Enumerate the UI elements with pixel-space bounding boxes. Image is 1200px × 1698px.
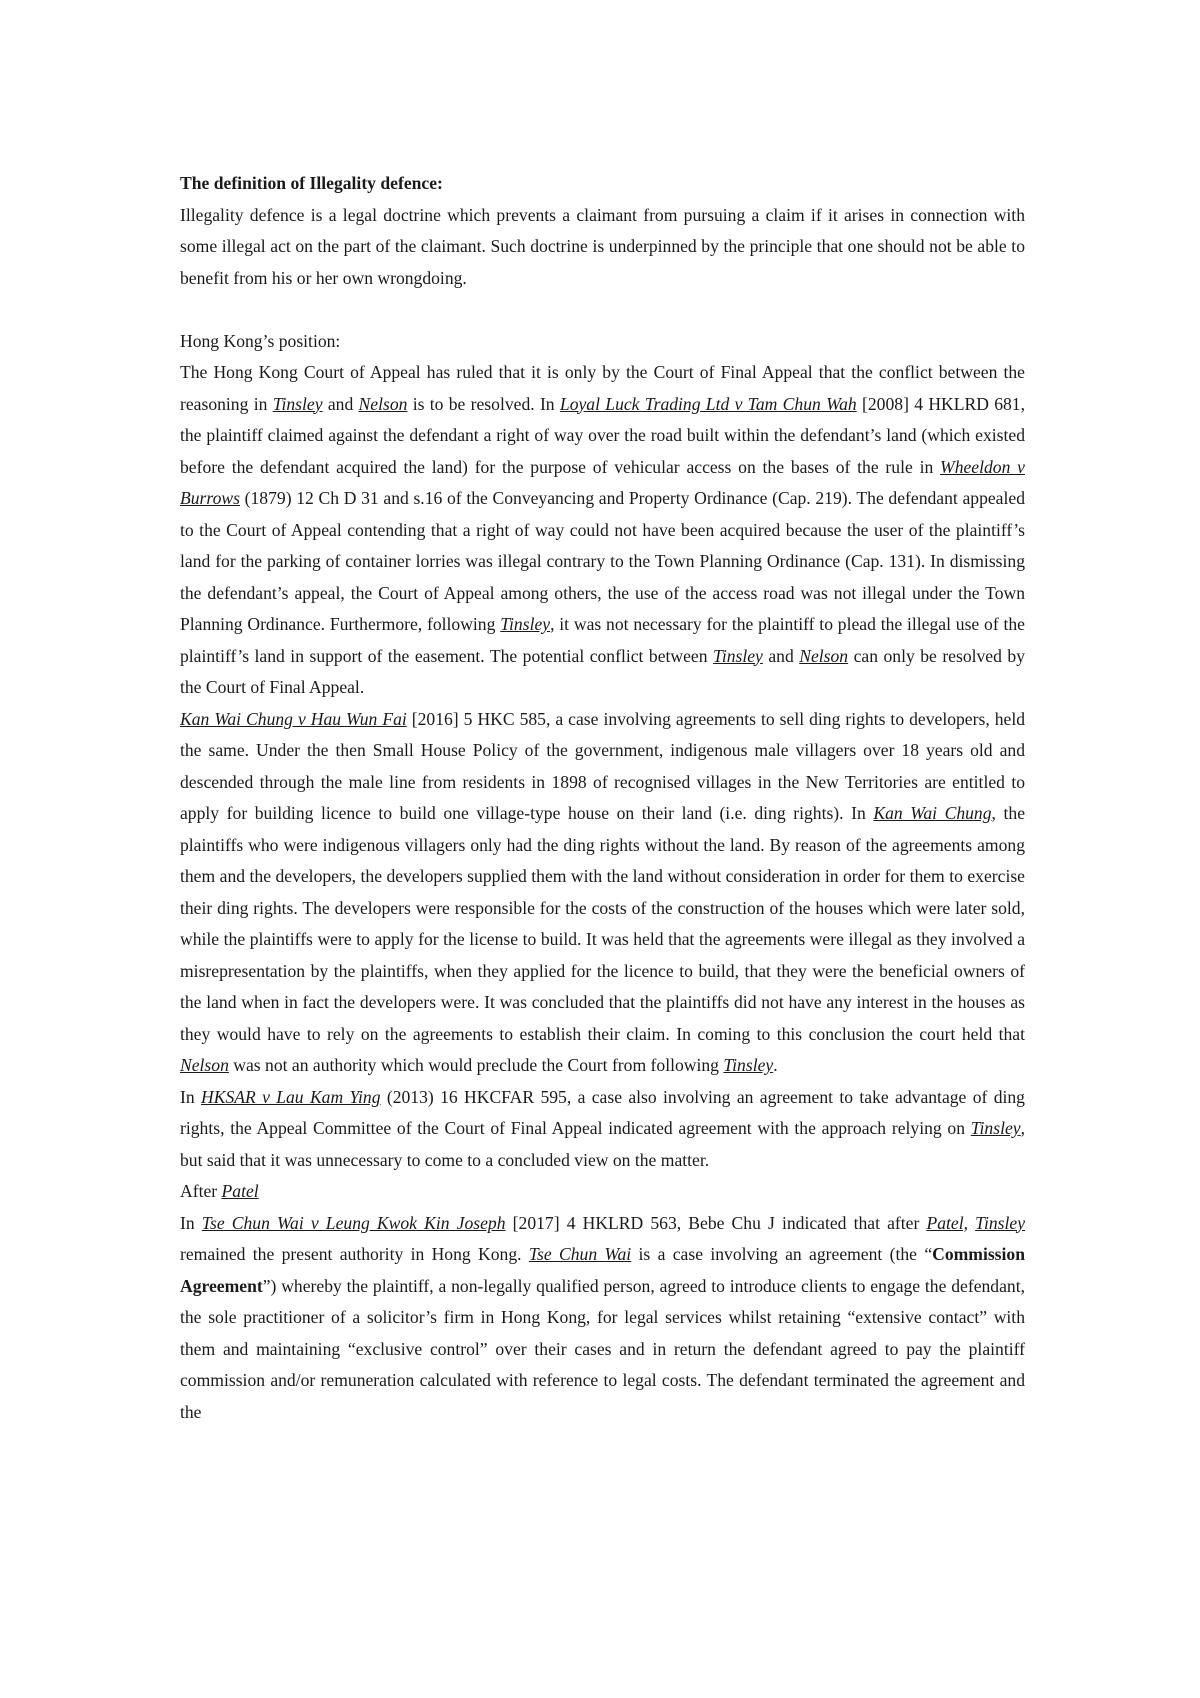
paragraph-kan-wai-chung [180, 704, 1025, 1082]
case-name: Tinsley [970, 1118, 1021, 1138]
paragraph-hksar-v-lau [180, 1082, 1025, 1177]
subheading-after-patel [180, 1176, 1025, 1208]
text-run: . [773, 1055, 778, 1075]
case-name: Tinsley [272, 393, 323, 414]
text-run: The Hong Kong Court of Appeal has ruled that it is only by the Court of Final Appeal that the conflict between the reasoning in [180, 362, 1025, 414]
text-run: (2013) 16 HKCFAR 595, a case also involving an agreement to take advantage of ding rights, the Appeal Committee of the Court of Final Appeal indicated agreement with the approach relying on [180, 1086, 1025, 1138]
case-name: Nelson [799, 645, 849, 666]
document-page [180, 168, 1025, 1428]
case-name: Wheeldon v Burrows [180, 456, 1025, 508]
case-name: Nelson [358, 393, 408, 414]
text-run: , it was not necessary for the plaintiff to plead the illegal use of the plaintiff’s land in support of the easement. The potential conflict between [180, 614, 1025, 666]
case-name: Nelson [180, 1055, 229, 1075]
text-run: is a case involving an agreement (the “ [631, 1244, 933, 1264]
text-run: ”) whereby the plaintiff, a non-legally qualified person, agreed to introduce clients to engage the defendant, the sole practitioner of a solicitor’s firm in Hong Kong, for legal services whilst retaining “extensive contact” with them and maintaining “exclusive control” over their cases and in return the defendant agreed to pay the plaintiff commission and/or remuneration calculated with reference to legal costs. The defendant terminated the agreement and the [180, 1275, 1025, 1422]
case-name: Tse Chun Wai v Leung Kwok Kin Joseph [201, 1212, 506, 1233]
text-run: , the plaintiffs who were indigenous villagers only had the ding rights without the land. By reason of the agreements among them and the developers, the developers supplied them with the land without consideration in order for them to exercise their ding rights. The developers were responsible for the costs of the construction of the houses which were later sold, while the plaintiffs were to apply for the license to build. It was held that the agreements were illegal as they involved a misrepresentation by the plaintiffs, when they applied for the licence to build, that they were the beneficial owners of the land when in fact the developers were. It was concluded that the plaintiffs did not have any interest in the houses as they would have to rely on the agreements to establish their claim. In coming to this conclusion the court held that [180, 803, 1026, 1044]
case-name: Tinsley [975, 1212, 1026, 1233]
text-run: can only be resolved by the Court of Final Appeal. [180, 645, 1025, 697]
text-run: and [762, 645, 800, 666]
text-run: , but said that it was unnecessary to come to a concluded view on the matter. [180, 1118, 1025, 1170]
blank-line [180, 294, 1025, 326]
case-name: Tinsley [500, 614, 551, 634]
case-name: Patel [221, 1181, 259, 1201]
text-run: After [180, 1181, 222, 1201]
text-run: was not an authority which would preclude the Court from following [228, 1055, 724, 1075]
text-run: In [180, 1086, 201, 1107]
paragraph-tse-chun-wai [180, 1208, 1025, 1429]
text-run: [2016] 5 HKC 585, a case involving agreements to sell ding rights to developers, held the same. Under the then Small House Policy of the government, indigenous male villagers over 18 years old and descended through the male line from residents in 1898 of recognised villages in the New Territories are entitled to apply for building licence to build one village-type house on their land (i.e. ding rights). In [180, 708, 1025, 823]
subheading-hong-kong-position: Hong Kong’s position: [180, 330, 341, 351]
case-name: Tinsley [713, 645, 763, 666]
paragraph-court-of-appeal [180, 357, 1025, 704]
section-heading: The definition of Illegality defence: [180, 173, 443, 193]
case-name: Kan Wai Chung [873, 803, 992, 823]
case-name: Tinsley [723, 1055, 774, 1075]
case-name: Tse Chun Wai [528, 1244, 632, 1264]
text-run: In [180, 1212, 202, 1233]
text-run: [2008] 4 HKLRD 681, the plaintiff claimed against the defendant a right of way over the road built within the defendant’s land (which existed before the defendant acquired the land) for the purpose of vehicular access on the bases of the rule in [180, 393, 1026, 477]
defined-term: Commission Agreement [180, 1244, 1025, 1296]
text-run: [2017] 4 HKLRD 563, Bebe Chu J indicated that after [505, 1212, 927, 1233]
text-run: and [322, 393, 359, 414]
definition-paragraph: Illegality defence is a legal doctrine which prevents a claimant from pursuing a claim if it arises in connection with some illegal act on the part of the claimant. Such doctrine is underpinned by the principle that one should not be able to benefit from his or her own wrongdoing. [180, 204, 1025, 288]
case-name: Loyal Luck Trading Ltd v Tam Chun Wah [559, 393, 857, 414]
case-name: Kan Wai Chung v Hau Wun Fai [180, 708, 407, 729]
text-run: remained the present authority in Hong Kong. [180, 1244, 529, 1264]
case-name: HKSAR v Lau Kam Ying [201, 1086, 381, 1107]
text-run: (1879) 12 Ch D 31 and s.16 of the Conveyancing and Property Ordinance (Cap. 219). The defendant appealed to the Court of Appeal contending that a right of way could not have been acquired because the user of the plaintiff’s land for the parking of container lorries was illegal contrary to the Town Planning Ordinance (Cap. 131). In dismissing the defendant’s appeal, the Court of Appeal among others, the use of the access road was not illegal under the Town Planning Ordinance. Furthermore, following [180, 488, 1025, 634]
case-name: Patel, [926, 1212, 969, 1233]
text-run: is to be resolved. In [407, 393, 560, 414]
